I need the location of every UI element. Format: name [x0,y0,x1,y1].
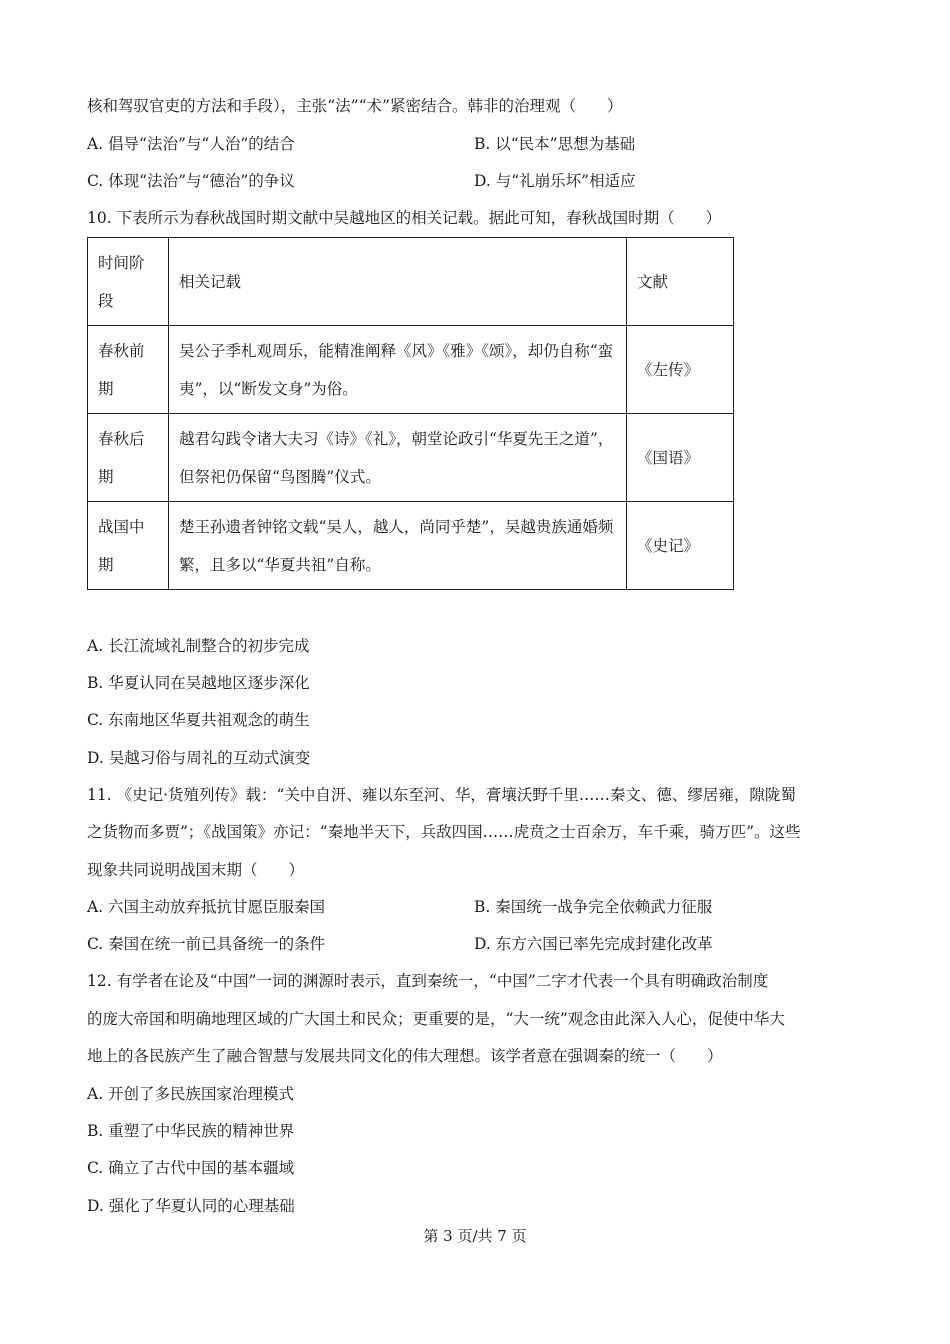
q11-stem-line-3: 现象共同说明战国末期（ ） [87,861,305,879]
q12-option-d: D. 强化了华夏认同的心理基础 [87,1197,295,1215]
q11-option-a: A. 六国主动放弃抵抗甘愿臣服秦国 [87,898,326,916]
row-source: 《史记》 [627,502,734,590]
row-period: 春秋后期 [88,414,169,502]
q12-stem-line-3: 地上的各民族产生了融合智慧与发展共同文化的伟大理想。该学者意在强调秦的统一（ ） [87,1047,723,1065]
q11-stem-line-1: 11. 《史记·货殖列传》载：“关中自汧、雍以东至河、华，膏壤沃野千里……秦文、德、缪居雍，隙陇蜀 [87,786,796,804]
q10-option-d: D. 吴越习俗与周礼的互动式演变 [87,749,311,767]
table-header-row [88,238,734,326]
q10-option-a: A. 长江流域礼制整合的初步完成 [87,637,310,655]
row-record: 吴公子季札观周乐，能精准阐释《风》《雅》《颂》，却仍自称“蛮夷”，以“断发文身”为俗。 [169,326,627,414]
table-row [88,414,734,502]
q12-option-b: B. 重塑了中华民族的精神世界 [87,1122,295,1140]
row-period: 春秋前期 [88,326,169,414]
q9-option-b: B. 以“民本”思想为基础 [474,135,636,153]
q12-option-a: A. 开创了多民族国家治理模式 [87,1085,295,1103]
row-source: 《国语》 [627,414,734,502]
q10-stem: 10. 下表所示为春秋战国时期文献中吴越地区的相关记载。据此可知，春秋战国时期（ ） [87,209,722,227]
table-row [88,502,734,590]
header-record: 相关记载 [169,238,627,326]
q10-option-c: C. 东南地区华夏共祖观念的萌生 [87,711,310,729]
q9-option-c: C. 体现“法治”与“德治”的争议 [87,172,295,190]
q12-stem-line-2: 的庞大帝国和明确地理区域的广大国土和民众；更重要的是，“大一统”观念由此深入人心，促使中华大 [87,1010,785,1028]
q10-option-b: B. 华夏认同在吴越地区逐步深化 [87,674,310,692]
row-record: 越君勾践令诸大夫习《诗》《礼》，朝堂论政引“华夏先王之道”，但祭祀仍保留“鸟图腾”仪式。 [169,414,627,502]
header-source: 文献 [627,238,734,326]
q9-option-d: D. 与“礼崩乐坏”相适应 [474,172,636,190]
q12-option-c: C. 确立了古代中国的基本疆域 [87,1159,295,1177]
q10-record-table [87,237,734,590]
q11-option-c: C. 秦国在统一前已具备统一的条件 [87,935,326,953]
q12-stem-line-1: 12. 有学者在论及“中国”一词的渊源时表示，直到秦统一，“中国”二字才代表一个具有明确政治制度 [87,972,769,990]
row-record: 楚王孙遗者钟铭文载“吴人，越人，尚同乎楚”，吴越贵族通婚频繁，且多以“华夏共祖”自称。 [169,502,627,590]
q11-stem-line-2: 之货物而多贾”；《战国策》亦记：“秦地半天下，兵敌四国……虎贲之士百余万，车千乘，骑万匹”。这些 [87,823,801,841]
row-source: 《左传》 [627,326,734,414]
q9-stem-continuation: 核和驾驭官吏的方法和手段），主张“法”“术”紧密结合。韩非的治理观（ ） [87,97,623,115]
q11-option-b: B. 秦国统一战争完全依赖武力征服 [474,898,713,916]
table-row [88,326,734,414]
header-period: 时间阶段 [88,238,169,326]
row-period: 战国中期 [88,502,169,590]
q11-option-d: D. 东方六国已率先完成封建化改革 [474,935,713,953]
q9-option-a: A. 倡导“法治”与“人治”的结合 [87,135,295,153]
page-number-footer: 第 3 页/共 7 页 [423,1227,527,1245]
